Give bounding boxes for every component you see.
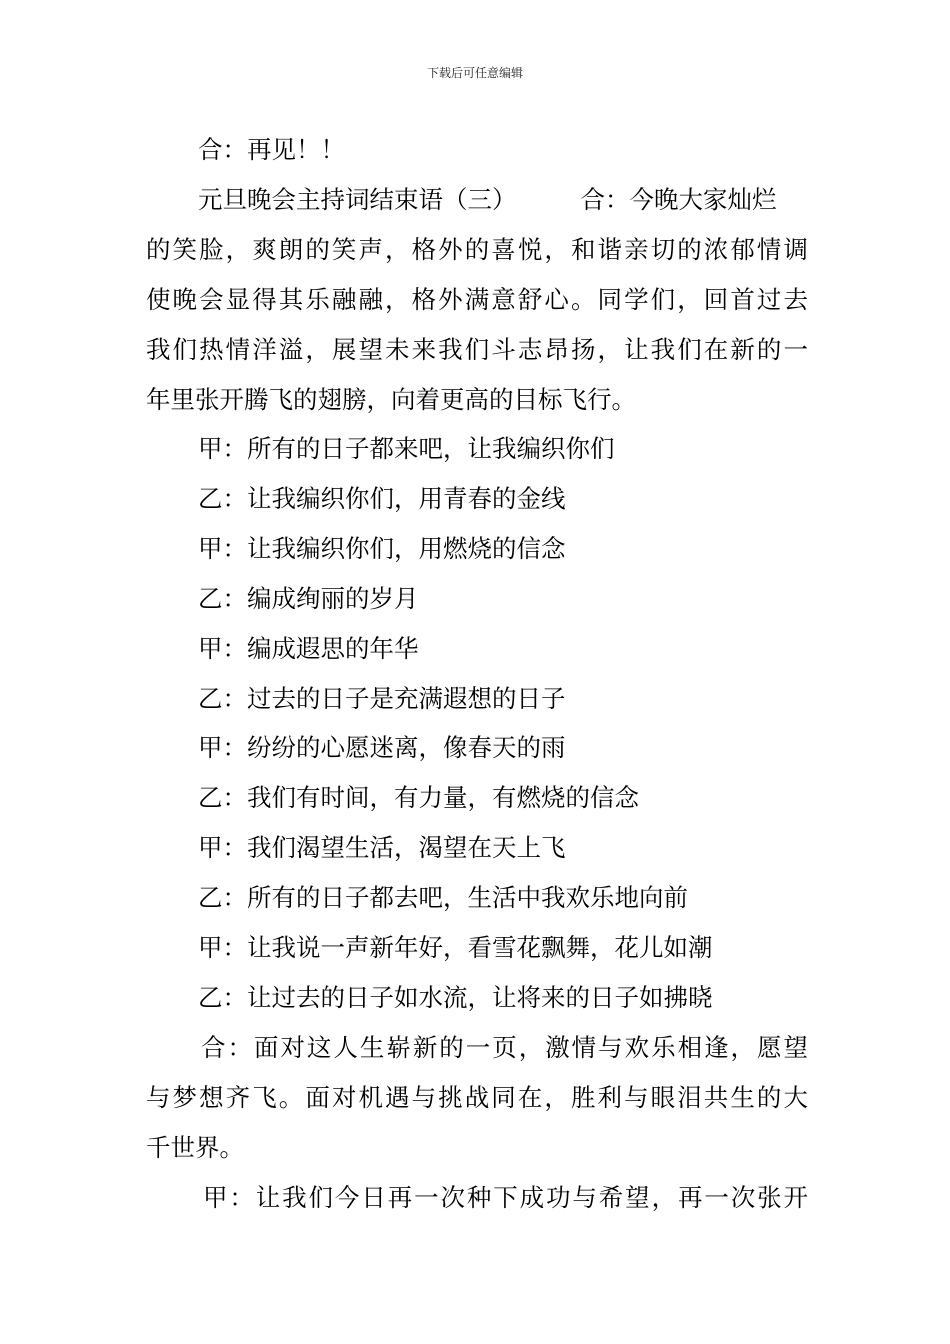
dialogue-line: 甲：我们渴望生活，渴望在天上飞: [198, 833, 566, 862]
dialogue-line: 甲：纷纷的心愿迷离，像春天的雨: [198, 733, 566, 762]
together-line-3: 千世界。: [146, 1133, 244, 1162]
dialogue-line: 甲：所有的日子都来吧，让我编织你们: [198, 434, 615, 463]
section-title: 元旦晚会主持词结束语（三）: [198, 185, 517, 214]
dialogue-line: 乙：让过去的日子如水流，让将来的日子如拂晓: [198, 983, 713, 1012]
intro-start: 合：今晚大家灿烂: [580, 185, 777, 214]
last-line: 甲：让我们今日再一次种下成功与希望，再一次张开: [203, 1183, 808, 1212]
together-line-1: 合：面对这人生崭新的一页，激情与欢乐相逢，愿望: [201, 1033, 808, 1062]
dialogue-line: 甲：让我编织你们，用燃烧的信念: [198, 534, 566, 563]
intro-line-2: 使晚会显得其乐融融，格外满意舒心。同学们，回首过去: [146, 285, 808, 314]
section-title-line: [198, 185, 808, 215]
dialogue-line: 乙：编成绚丽的岁月: [198, 584, 419, 613]
dialogue-line: 乙：所有的日子都去吧，生活中我欢乐地向前: [198, 883, 688, 912]
dialogue-line: 乙：我们有时间，有力量，有燃烧的信念: [198, 783, 639, 812]
page-header: 下载后可任意编辑: [426, 66, 523, 80]
dialogue-line: 甲：编成遐思的年华: [198, 634, 419, 663]
dialogue-line: 甲：让我说一声新年好，看雪花飘舞，花儿如潮: [198, 933, 713, 962]
farewell-line: 合：再见！！: [198, 135, 345, 164]
dialogue-line: 乙：让我编织你们，用青春的金线: [198, 484, 566, 513]
intro-line-4: 年里张开腾飞的翅膀，向着更高的目标飞行。: [146, 385, 636, 414]
intro-line-1: 的笑脸，爽朗的笑声，格外的喜悦，和谐亲切的浓郁情调: [146, 235, 808, 264]
dialogue-line: 乙：过去的日子是充满遐想的日子: [198, 684, 566, 713]
intro-line-3: 我们热情洋溢，展望未来我们斗志昂扬，让我们在新的一: [146, 335, 808, 364]
together-line-2: 与梦想齐飞。面对机遇与挑战同在，胜利与眼泪共生的大: [146, 1083, 808, 1112]
